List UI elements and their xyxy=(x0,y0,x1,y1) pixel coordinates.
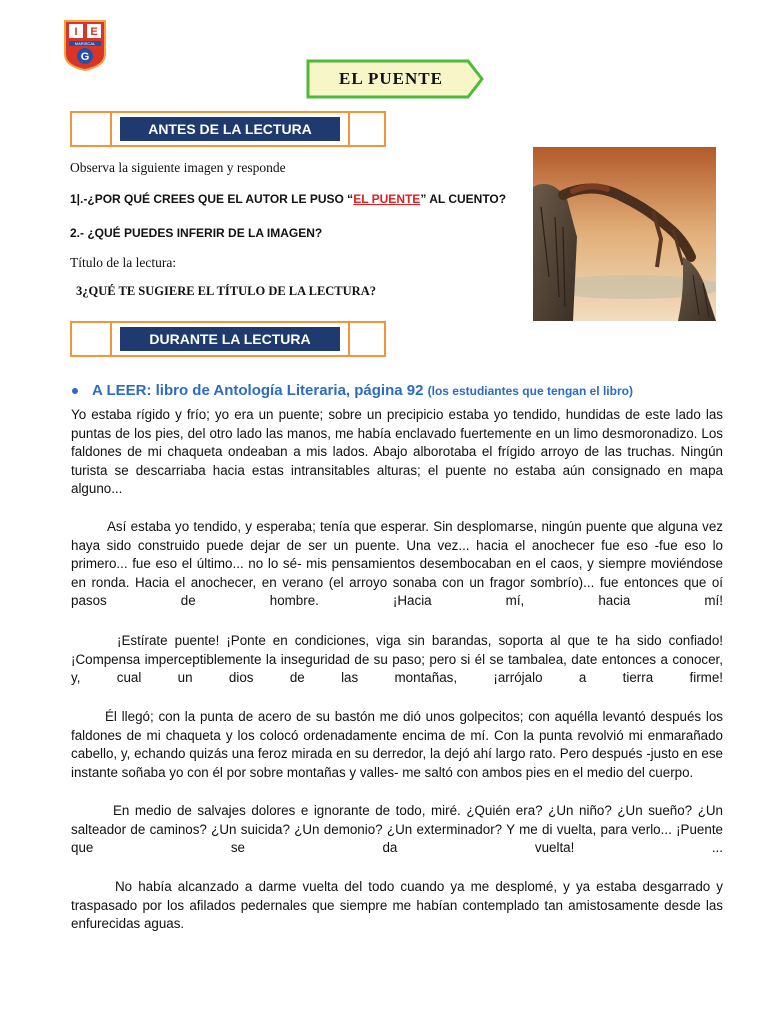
reading-heading xyxy=(72,382,633,399)
story-paragraph-1: Yo estaba rígido y frío; yo era un puente; sobre un precipicio estaba yo tendido, hundidas de este lado las puntas de los pies, del otro lado las manos, me había enclavado fuertemente en un limo desmoronadizo. Los faldones de mi chaqueta ondeaban a mis lados. Abajo alborotaba el frígido arroyo de las truchas. Ningún turista se descarriaba hacia estas intransitables alturas; el puente no estaba aún consignado en mapa alguno... xyxy=(71,407,723,496)
story-paragraph-6: No había alcanzado a darme vuelta del todo cuando ya me desplomé, y ya estaba desgarrado y traspasado por los afilados pedernales que siempre me habían contemplado tan amistosamente desde las enfurecidas aguas. xyxy=(71,879,723,931)
section-label-during: DURANTE LA LECTURA xyxy=(120,327,340,351)
question-1-prefix: 1|.-¿POR QUÉ CREES QUE EL AUTOR LE PUSO “ xyxy=(70,192,354,206)
page-title: EL PUENTE xyxy=(339,69,443,88)
svg-text:I: I xyxy=(74,26,78,38)
section-label-before: ANTES DE LA LECTURA xyxy=(120,117,340,141)
svg-text:MARISCAL: MARISCAL xyxy=(74,41,96,46)
divider xyxy=(348,323,350,355)
story-paragraph-2: Así estaba yo tendido, y esperaba; tenía que esperar. Sin desplomarse, ningún puente que alguna vez haya sido construido puede dejar de ser un puente. Una vez... hacia el anochecer fue eso -fue eso lo primero... fue eso el último... no lo sé- mis pensamientos desembocaban en el caos, y siempre moviéndose en ronda. Hacia el anochecer, en verano (el arroyo sonaba con un fragor sombrío)... fue entonces que oí pasos de hombre. ¡Hacia mí, hacia mí! xyxy=(71,519,723,608)
reading-heading-main: A LEER: libro de Antología Literaria, página 92 xyxy=(92,382,424,399)
reading-title-label: Título de la lectura: xyxy=(70,255,177,270)
reading-heading-note: (los estudiantes que tengan el libro) xyxy=(427,384,633,398)
question-2: 2.- ¿QUÉ PUEDES INFERIR DE LA IMAGEN? xyxy=(70,226,323,240)
school-logo xyxy=(62,18,108,72)
bridge-man-painting xyxy=(533,147,716,321)
question-1-suffix: ” AL CUENTO? xyxy=(420,192,507,206)
question-1 xyxy=(70,192,506,206)
question-1-highlight: EL PUENTE xyxy=(353,192,421,206)
divider xyxy=(348,113,350,145)
question-3: 3¿QUÉ TE SUGIERE EL TÍTULO DE LA LECTURA? xyxy=(76,284,376,298)
bullet-icon xyxy=(72,388,78,394)
story-paragraph-4: Él llegó; con la punta de acero de su bastón me dió unos golpecitos; con aquélla levantó después los faldones de mi chaqueta y los colocó ordenadamente encima de mí. Con la punta revolvió mi enmarañado cabello, y, echando quizás una feroz mirada en su derredor, la dejó ahí largo rato. Pero después -justo en ese instante soñaba yo con él por sobre montañas y valles- me saltó con ambos pies en el medio del cuerpo. xyxy=(71,709,723,780)
title-banner xyxy=(306,58,486,100)
divider xyxy=(110,323,112,355)
story-paragraph-3: ¡Estírate puente! ¡Ponte en condiciones, viga sin barandas, soporta al que te ha sido confiado! ¡Compensa imperceptiblemente la inseguridad de su paso; pero si él se tambalea, date entonces a conocer, y, cual un dios de las montañas, ¡arrójalo a tierra firme! xyxy=(71,633,723,685)
section-before-reading xyxy=(70,111,386,147)
instructions: Observa la siguiente imagen y responde xyxy=(70,160,286,175)
svg-text:G: G xyxy=(80,51,90,63)
divider xyxy=(110,113,112,145)
section-during-reading xyxy=(70,321,386,357)
story-paragraph-5: En medio de salvajes dolores e ignorante de todo, miré. ¿Quién era? ¿Un niño? ¿Un sueño? ¿Un salteador de caminos? ¿Un suicida? ¿Un demonio? ¿Un exterminador? Y me di vuelta, para verlo... ¡Puente que se da vuelta! ... xyxy=(71,803,723,855)
svg-text:E: E xyxy=(90,26,98,38)
